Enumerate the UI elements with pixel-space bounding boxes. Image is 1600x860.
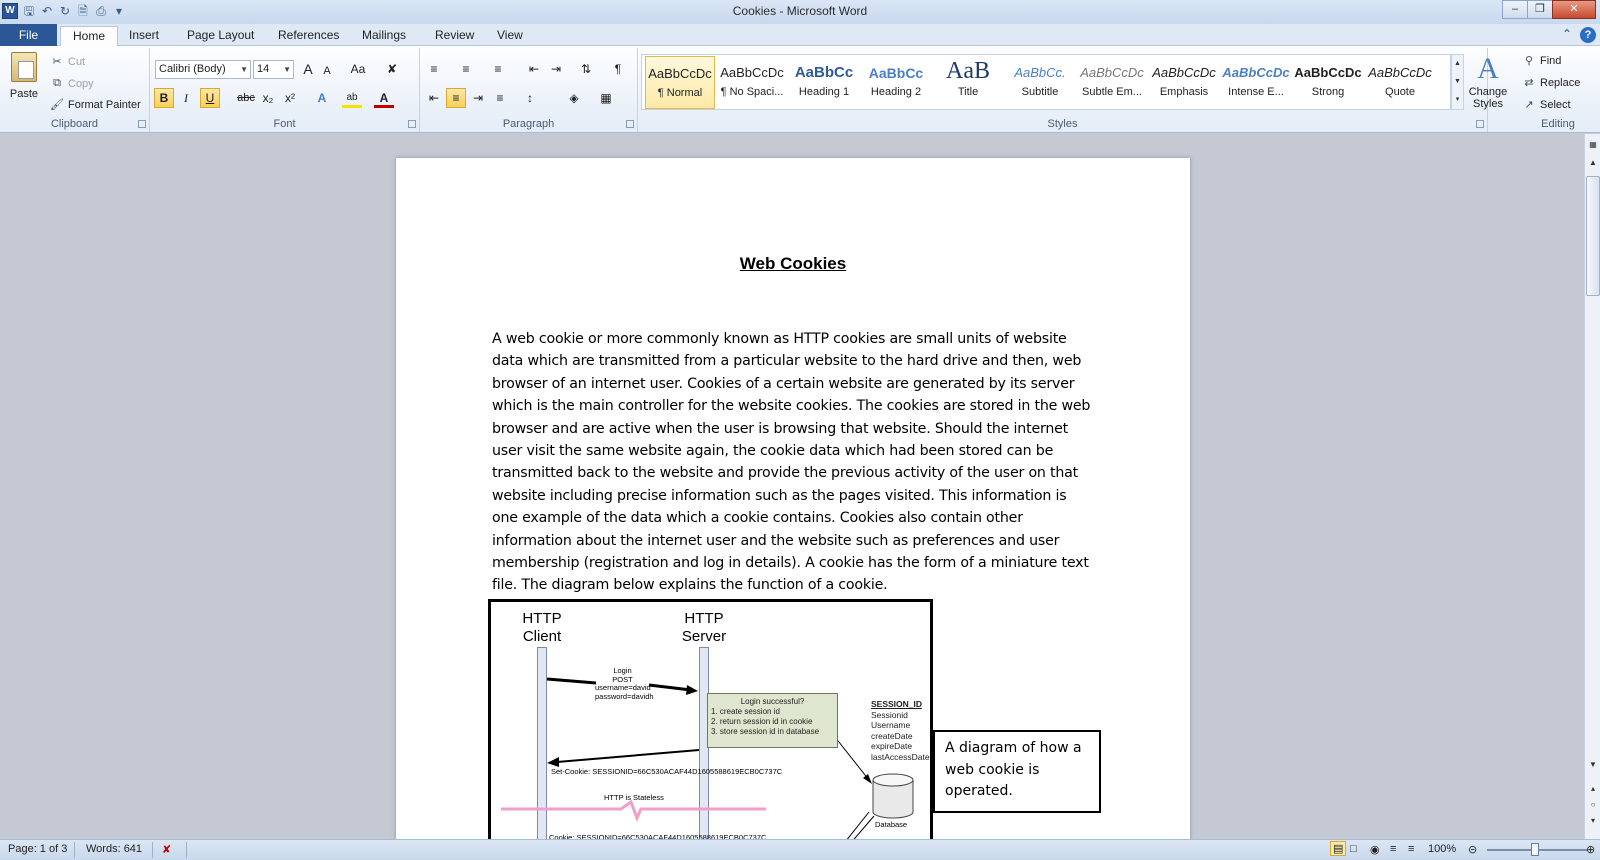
status-separator — [186, 842, 187, 858]
change-styles-icon: A — [1477, 52, 1499, 85]
style-emphasis[interactable] — [1149, 56, 1219, 109]
style-heading-2[interactable] — [861, 56, 931, 109]
editing-group — [1516, 48, 1600, 132]
style-sample: AaBbCcDc — [648, 66, 712, 81]
highlight-icon[interactable]: ab — [342, 88, 362, 108]
style-normal[interactable] — [645, 56, 715, 109]
paragraph-launcher-icon[interactable] — [626, 120, 634, 128]
redo-icon[interactable]: ↻ — [59, 4, 71, 18]
cut-button[interactable] — [50, 55, 85, 68]
zoom-slider-thumb[interactable] — [1531, 843, 1539, 856]
paragraph-group — [420, 48, 638, 132]
word-app-icon[interactable]: W — [2, 3, 18, 19]
select-label: Select — [1540, 98, 1571, 111]
chevron-down-icon: ▼ — [240, 65, 248, 74]
tab-view[interactable]: View — [497, 28, 523, 42]
status-bar — [0, 839, 1600, 860]
cut-label: Cut — [68, 55, 86, 68]
font-group — [150, 48, 420, 132]
font-color-icon[interactable]: A — [374, 88, 394, 108]
paste-label: Paste — [9, 88, 39, 100]
bold-button[interactable]: B — [154, 88, 174, 108]
style-name: Quote — [1385, 86, 1415, 98]
server-line-2: Server — [681, 628, 727, 645]
cursor-icon: ↗ — [1524, 99, 1534, 111]
style-name: ¶ Normal — [657, 87, 703, 99]
binoculars-icon: ⚲ — [1524, 55, 1534, 67]
vertical-scrollbar[interactable] — [1584, 134, 1600, 839]
style-name: Emphasis — [1159, 86, 1209, 98]
login-line-4: password=davidh — [595, 691, 654, 701]
bullets-icon[interactable]: ≡ — [430, 62, 438, 76]
copy-icon: ⧉ — [53, 77, 61, 89]
previous-page-icon[interactable]: ▴ — [1590, 784, 1595, 793]
italic-button[interactable]: I — [184, 91, 188, 105]
copy-button[interactable] — [50, 77, 94, 90]
page-count[interactable]: Page: 1 of 3 — [8, 843, 68, 855]
subscript-button[interactable]: x₂ — [262, 91, 274, 105]
style-name: ¶ No Spaci... — [720, 86, 784, 98]
style-sample: AaBbCcDc — [720, 65, 784, 80]
ribbon — [0, 46, 1600, 133]
database-label: Database — [875, 820, 908, 829]
session-table-fields — [871, 699, 930, 762]
print-layout-view-icon[interactable]: ▤ — [1330, 841, 1346, 856]
change-case-button[interactable]: Aa — [350, 62, 366, 76]
login-success-box — [707, 693, 838, 748]
editing-group-label: Editing — [1541, 118, 1575, 130]
superscript-button[interactable]: x² — [285, 91, 295, 105]
justify-icon[interactable]: ≡ — [496, 91, 504, 105]
zoom-in-icon[interactable]: ⊕ — [1586, 844, 1596, 856]
tab-references[interactable]: References — [278, 28, 340, 42]
tab-mailings[interactable]: Mailings — [362, 28, 407, 42]
style-sample: AaBbCcDc — [1368, 65, 1432, 80]
style-sample: AaB — [946, 58, 990, 84]
change-styles-button[interactable] — [1466, 52, 1510, 110]
window-title: Cookies - Microsoft Word — [732, 4, 868, 18]
styles-gallery-scroll[interactable]: ▲ ▼ ▾ — [1451, 54, 1464, 110]
close-button[interactable]: ✕ — [1552, 0, 1596, 19]
borders-icon[interactable]: ▦ — [600, 91, 612, 105]
style-intense-emphasis[interactable] — [1221, 56, 1291, 109]
set-cookie-label: Set-Cookie: SESSIONID=66C530ACAF44D1605588619ECB0C737C — [551, 767, 783, 776]
restore-button[interactable]: ❐ — [1527, 0, 1553, 19]
outline-view-icon[interactable]: ≡ — [1390, 843, 1397, 855]
font-group-label: Font — [273, 118, 296, 130]
style-name: Subtle Em... — [1082, 86, 1142, 98]
box-step-1: 1. create session id — [711, 707, 780, 716]
ribbon-tabs — [0, 24, 1600, 46]
style-sample: AaBbCcDc — [1080, 65, 1144, 80]
font-size-combo[interactable] — [253, 60, 294, 79]
find-button[interactable] — [1522, 54, 1561, 67]
font-name-combo[interactable] — [155, 60, 251, 79]
status-separator — [74, 842, 75, 858]
style-subtitle[interactable] — [1005, 56, 1075, 109]
help-icon[interactable]: ? — [1580, 27, 1596, 43]
session-field: createDate — [871, 730, 913, 741]
align-center-icon[interactable]: ≡ — [446, 88, 466, 108]
style-name: Title — [957, 86, 979, 98]
shading-icon[interactable]: ◈ — [569, 91, 579, 105]
title-bar — [0, 0, 1600, 24]
paste-icon — [11, 52, 37, 82]
style-name: Heading 1 — [798, 86, 850, 98]
line-spacing-icon[interactable]: ↕ — [527, 91, 533, 105]
draft-view-icon[interactable]: ≡ — [1408, 843, 1415, 855]
select-button[interactable] — [1522, 98, 1571, 111]
paste-button[interactable] — [6, 52, 42, 100]
ruler-toggle-icon[interactable]: ▦ — [1589, 140, 1597, 149]
chevron-down-icon: ▼ — [283, 65, 291, 74]
decrease-indent-icon[interactable]: ⇤ — [528, 62, 540, 76]
style-sample: AaBbCcDc — [1294, 65, 1362, 80]
print-icon[interactable]: ⎙ — [96, 4, 106, 18]
style-sample: AaBbCcDc — [1222, 65, 1290, 80]
box-step-2: 2. return session id in cookie — [711, 717, 813, 726]
font-launcher-icon[interactable] — [408, 120, 416, 128]
style-name: Subtitle — [1021, 86, 1059, 98]
format-painter-button[interactable] — [50, 98, 141, 111]
font-name-value: Calibri (Body) — [159, 63, 226, 75]
clipboard-group-label: Clipboard — [50, 118, 99, 130]
text-effects-icon[interactable]: A — [317, 91, 327, 105]
style-sample: AaBbCc — [794, 64, 854, 81]
server-line-1: HTTP — [684, 610, 724, 627]
sort-icon[interactable]: ⇅ — [580, 62, 592, 76]
minimize-button[interactable]: – — [1502, 0, 1528, 19]
login-line-3: username=david — [595, 683, 651, 692]
minimize-ribbon-icon[interactable]: ⌃ — [1561, 27, 1572, 41]
cookie-request-label: Cookie: SESSIONID=66C530ACAF44D1605588619ECB0C737C — [549, 833, 767, 839]
scroll-down-icon[interactable]: ▼ — [1589, 760, 1597, 769]
style-subtle-emphasis[interactable] — [1077, 56, 1147, 109]
replace-label: Replace — [1540, 76, 1581, 89]
cookie-diagram[interactable] — [488, 599, 933, 839]
paragraph-group-label: Paragraph — [502, 118, 555, 130]
status-separator — [152, 842, 153, 858]
style-name: Strong — [1311, 86, 1345, 98]
find-label: Find — [1540, 54, 1562, 67]
save-icon[interactable]: 🖫 — [23, 4, 35, 18]
strikethrough-button[interactable]: abc — [237, 92, 255, 104]
change-styles-label-2: Styles — [1473, 98, 1503, 110]
format-painter-label: Format Painter — [68, 98, 141, 111]
styles-launcher-icon[interactable] — [1476, 120, 1484, 128]
stateless-label: HTTP is Stateless — [604, 793, 664, 802]
style-sample: AaBbCc. — [1014, 65, 1066, 80]
font-size-value: 14 — [257, 63, 270, 75]
grow-font-button[interactable]: A — [303, 61, 313, 77]
align-right-icon[interactable]: ⇥ — [472, 91, 484, 105]
style-name: Intense E... — [1228, 86, 1284, 98]
box-step-3: 3. store session id in database — [711, 727, 820, 736]
session-title: SESSION_ID — [871, 699, 923, 709]
document-area — [0, 134, 1584, 839]
style-no-spacing[interactable] — [717, 56, 787, 109]
session-field: lastAccessDate — [871, 751, 930, 762]
style-strong[interactable] — [1293, 56, 1363, 109]
session-field: Sessionid — [871, 709, 908, 720]
zoom-out-icon[interactable]: ⊝ — [1468, 844, 1478, 856]
tab-file[interactable]: File — [0, 24, 57, 46]
tab-review[interactable]: Review — [435, 28, 475, 42]
copy-label: Copy — [68, 77, 94, 90]
shrink-font-button[interactable]: A — [323, 65, 331, 77]
tab-insert[interactable]: Insert — [129, 28, 160, 42]
word-count[interactable]: Words: 641 — [86, 843, 143, 855]
web-layout-view-icon[interactable]: ◉ — [1370, 844, 1380, 856]
numbering-icon[interactable]: ≡ — [462, 62, 470, 76]
tab-home[interactable]: Home — [60, 26, 118, 47]
document-title[interactable]: Web Cookies — [739, 254, 847, 273]
paintbrush-icon: 🖌 — [50, 99, 64, 111]
scroll-thumb[interactable] — [1586, 176, 1600, 296]
box-title: Login successful? — [740, 697, 805, 706]
session-field: expireDate — [871, 741, 913, 751]
style-name: Heading 2 — [870, 86, 922, 98]
clipboard-group — [0, 48, 150, 132]
document-page[interactable] — [396, 158, 1190, 839]
help-area — [1562, 27, 1596, 43]
style-sample: AaBbCc — [868, 65, 924, 81]
diagram-callout[interactable]: A diagram of how a web cookie is operated. — [933, 730, 1101, 813]
select-browse-object-icon[interactable]: ○ — [1590, 800, 1596, 809]
database-icon — [871, 772, 915, 822]
session-field: Username — [871, 720, 911, 730]
style-quote[interactable] — [1365, 56, 1435, 109]
full-screen-reading-view-icon[interactable]: □ — [1350, 843, 1357, 855]
styles-group-label: Styles — [1047, 118, 1078, 130]
customize-qat-icon[interactable]: ▾ — [115, 4, 123, 18]
scissors-icon: ✂ — [52, 56, 62, 68]
client-line-2: Client — [522, 628, 562, 645]
clipboard-launcher-icon[interactable] — [138, 120, 146, 128]
style-title[interactable] — [933, 56, 1003, 109]
proofing-icon[interactable]: ✘ — [162, 844, 172, 856]
replace-icon: ⇄ — [1524, 77, 1534, 89]
increase-indent-icon[interactable]: ⇥ — [550, 62, 562, 76]
scroll-up-icon[interactable]: ▲ — [1589, 158, 1597, 167]
login-request-label — [595, 666, 654, 701]
multilevel-list-icon[interactable]: ≡ — [494, 62, 502, 76]
replace-button[interactable] — [1522, 76, 1580, 89]
align-left-icon[interactable]: ⇤ — [428, 91, 440, 105]
style-sample: AaBbCcDc — [1152, 65, 1216, 80]
change-styles-label-1: Change — [1468, 86, 1508, 98]
client-line-1: HTTP — [522, 610, 562, 627]
underline-button[interactable]: U — [200, 88, 220, 108]
tab-page-layout[interactable]: Page Layout — [187, 28, 255, 42]
next-page-icon[interactable]: ▾ — [1590, 816, 1595, 825]
style-heading-1[interactable] — [789, 56, 859, 109]
styles-gallery — [641, 54, 1451, 110]
zoom-level[interactable]: 100% — [1428, 843, 1457, 855]
document-paragraph[interactable]: A web cookie or more commonly known as HTTP cookies are small units of website data which are transmitted from a particular website to the hard drive and then, web browser of an internet user. Cookies of a certain website are generated by its server which is the main controller for the website cookies. The cookies are stored in the web browser and are active when the user is browsing that website. Should the internet user visit the same website again, the cookie data which had been stored can be transmitted back to the website and provide the previous activity of the user on that website including precise information such as the pages visited. This information is one example of the data which a cookie contains. Cookies also contain other information about the internet user and the website such as preferences and user membership (registration and log in details). A cookie has the form of a miniature text file. The diagram below explains the function of a cookie. — [492, 331, 1091, 594]
window-controls — [1503, 0, 1596, 19]
show-formatting-marks-icon[interactable]: ¶ — [614, 62, 622, 76]
print-preview-icon[interactable]: 🗎 — [78, 4, 88, 18]
undo-icon[interactable]: ↶ — [41, 4, 53, 18]
login-line-1: Login — [613, 666, 632, 675]
login-line-2: POST — [612, 674, 633, 684]
clear-formatting-icon[interactable]: ✘ — [386, 62, 398, 76]
